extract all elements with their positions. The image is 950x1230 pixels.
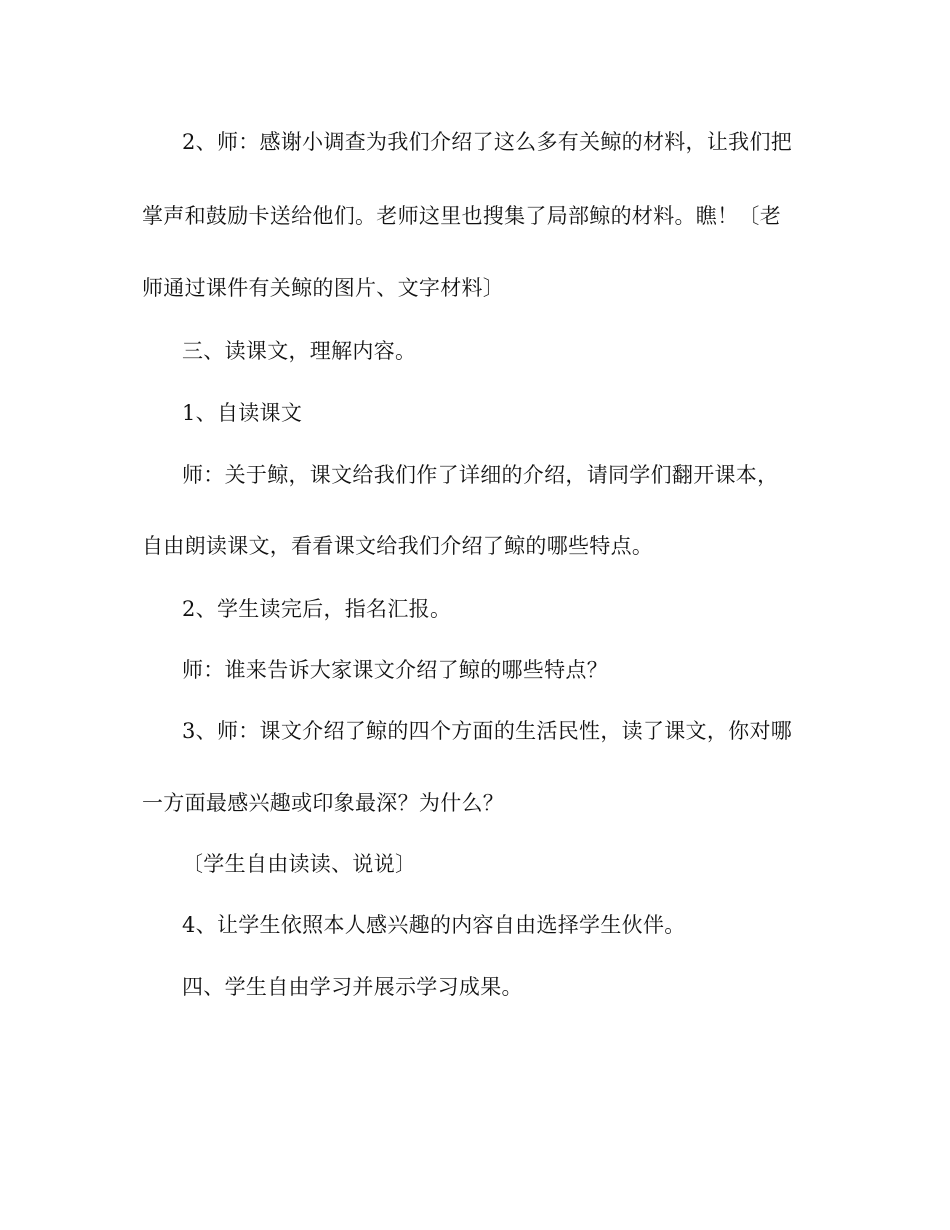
- paragraph-line: 2、师：感谢小调查为我们介绍了这么多有关鲸的材料，让我们把: [182, 130, 793, 154]
- paragraph-line: 师：关于鲸，课文给我们作了详细的介绍，请同学们翻开课本，: [182, 463, 779, 487]
- paragraph-line: 自由朗读课文，看看课文给我们介绍了鲸的哪些特点。: [142, 534, 654, 558]
- paragraph-line: 一方面最感兴趣或印象最深？为什么？: [142, 791, 505, 815]
- paragraph-line: 1、自读课文: [182, 401, 303, 425]
- paragraph-line: 3、师：课文介绍了鲸的四个方面的生活民性，读了课文，你对哪: [182, 719, 793, 743]
- paragraph-line: 师通过课件有关鲸的图片、文字材料〕: [142, 276, 505, 300]
- paragraph-line: 师：谁来告诉大家课文介绍了鲸的哪些特点？: [182, 658, 608, 682]
- paragraph-line: 4、让学生依照本人感兴趣的内容自由选择学生伙伴。: [182, 913, 686, 937]
- paragraph-line: 掌声和鼓励卡送给他们。老师这里也搜集了局部鲸的材料。瞧！〔老: [142, 204, 781, 228]
- section-heading: 三、读课文，理解内容。: [182, 339, 417, 363]
- paragraph-line: 2、学生读完后，指名汇报。: [182, 597, 452, 621]
- paragraph-line: 〔学生自由读读、说说〕: [182, 852, 417, 876]
- section-heading: 四、学生自由学习并展示学习成果。: [182, 975, 523, 999]
